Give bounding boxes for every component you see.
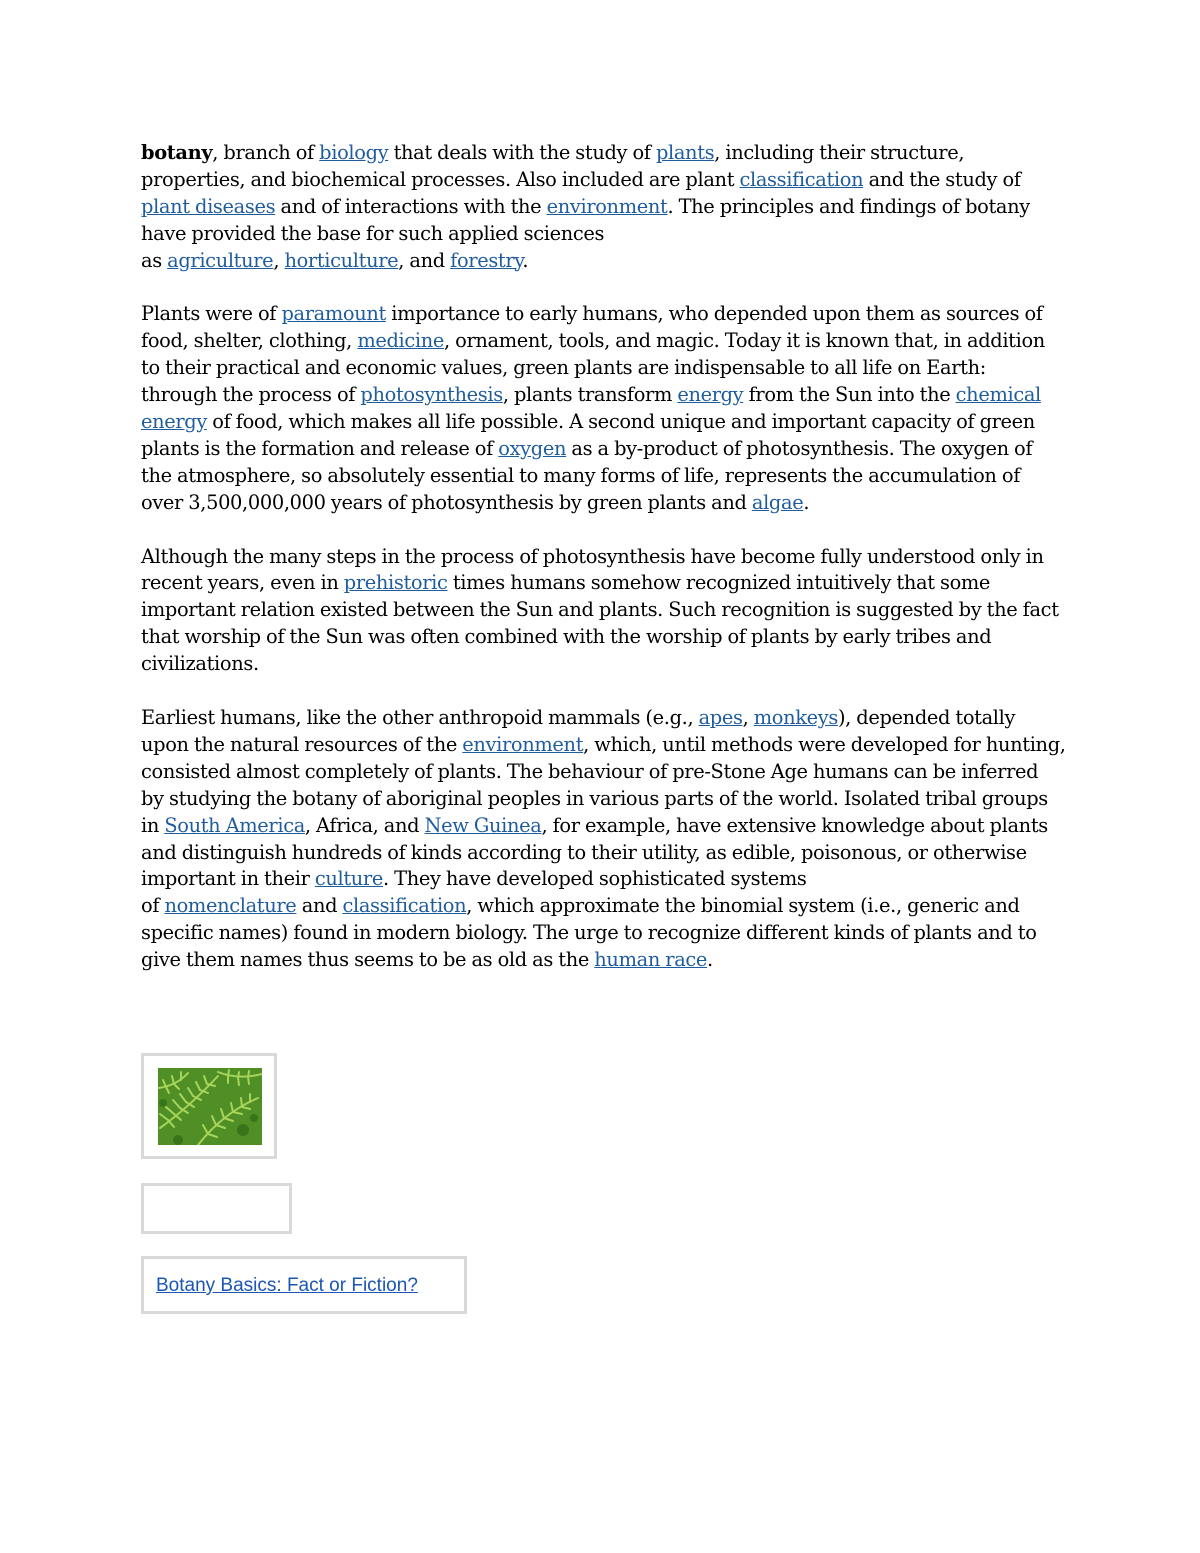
body-text: , Africa, and [304, 813, 425, 837]
inline-link[interactable]: South America [164, 813, 305, 837]
inline-link[interactable]: culture [314, 867, 383, 891]
inline-link[interactable]: algae [751, 490, 804, 514]
body-text: Earliest humans, like the other anthropoid mammals (e.g., [141, 705, 699, 729]
inline-link[interactable]: medicine [357, 329, 445, 353]
body-text: and [296, 894, 343, 918]
inline-link[interactable]: paramount [281, 302, 386, 326]
inline-link[interactable]: oxygen [498, 436, 567, 460]
body-text: that deals with the study of [388, 141, 656, 164]
body-text: importance to early humans, who depended upon them as sources of food, shelter, clothing, [141, 302, 1043, 353]
inline-link[interactable]: human race [594, 948, 708, 972]
body-text: . [707, 948, 713, 972]
body-text: , plants transform [502, 383, 678, 407]
body-text: , [742, 705, 754, 729]
paragraph [141, 544, 1066, 679]
inline-link[interactable]: horticulture [284, 248, 399, 272]
inline-link[interactable]: agriculture [167, 248, 274, 272]
body-text: of food, which makes all life possible. A second unique and important capacity of green plants is the formation and release of [141, 410, 1035, 460]
paragraph [141, 140, 1066, 275]
body-text: , for example, have extensive knowledge about plants and distinguish hundreds of kinds according to their utility, as edible, poisonous, or otherwise important in their [141, 813, 1048, 891]
inline-link[interactable]: plants [655, 141, 715, 164]
inline-link[interactable]: classification [342, 894, 467, 918]
body-text: and the study of [863, 167, 1021, 191]
body-text: , including their structure, properties, and biochemical processes. Also included are plant [141, 141, 965, 191]
body-text: Although the many steps in the process of photosynthesis have become fully understood only in recent years, even in [141, 544, 1044, 595]
inline-link[interactable]: forestry [450, 248, 523, 272]
quiz-link-frame [141, 1256, 467, 1314]
inline-link[interactable]: plant diseases [141, 194, 276, 218]
body-text: times humans somehow recognized intuitively that some important relation existed between the Sun and plants. Such recognition is suggested by the fact that worship of the Sun was often combined with the worship of plants by early tribes and civilizations. [141, 571, 1059, 676]
body-text: as a by-product of photosynthesis. The oxygen of the atmosphere, so absolutely essential to many forms of life, represents the accumulation of over 3,500,000,000 years of photosynthesis by green plants and [141, 436, 1033, 514]
inline-link[interactable]: prehistoric [343, 571, 448, 595]
article-body [141, 140, 1066, 1001]
body-text: . They have developed sophisticated systems [382, 867, 807, 891]
body-text: as [141, 248, 168, 272]
term-heading: botany [141, 141, 213, 164]
paragraph [141, 705, 1066, 974]
inline-link[interactable]: nomenclature [164, 894, 297, 918]
body-text: , ornament, tools, and magic. Today it is known that, in addition to their practical and economic values, green plants are indispensable to all life on Earth: through the process of [141, 329, 1045, 407]
body-text: from the Sun into the [743, 383, 956, 407]
body-text: of [141, 894, 165, 918]
inline-link[interactable]: apes [698, 705, 743, 729]
fern-leaf-image[interactable] [158, 1068, 262, 1145]
body-text: Plants were of [141, 302, 282, 326]
body-text: , which, until methods were developed for hunting, consisted almost completely of plants. The behaviour of pre-Stone Age humans can be inferred by studying the botany of aboriginal peoples in various parts of the world. Isolated tribal groups in [141, 732, 1066, 837]
inline-link[interactable]: New Guinea [424, 813, 542, 837]
quiz-link[interactable]: Botany Basics: Fact or Fiction? [156, 1275, 418, 1296]
body-text: . The principles and findings of botany have provided the base for such applied sciences [141, 194, 1030, 245]
body-text: , which approximate the binomial system (i.e., generic and specific names) found in modern biology. The urge to recognize different kinds of plants and to give them names thus seems to be as old as the [141, 894, 1037, 972]
empty-embed-frame [141, 1183, 292, 1234]
body-text: , branch of [212, 141, 320, 164]
inline-link[interactable]: energy [677, 383, 744, 407]
body-text: ), depended totally upon the natural resources of the [141, 705, 1016, 756]
inline-link[interactable]: environment [462, 732, 584, 756]
image-frame[interactable] [141, 1053, 277, 1159]
body-text: , [273, 248, 285, 272]
inline-link[interactable]: chemical energy [141, 383, 1041, 434]
inline-link[interactable]: monkeys [753, 705, 838, 729]
body-text: . [803, 490, 810, 514]
inline-link[interactable]: environment [546, 194, 668, 218]
body-text: and of interactions with the [275, 194, 547, 218]
inline-link[interactable]: photosynthesis [360, 383, 503, 407]
paragraph [141, 301, 1066, 516]
inline-link[interactable]: classification [739, 167, 864, 191]
body-text: . [522, 248, 529, 272]
inline-link[interactable]: biology [319, 141, 389, 164]
body-text: , and [398, 248, 451, 272]
